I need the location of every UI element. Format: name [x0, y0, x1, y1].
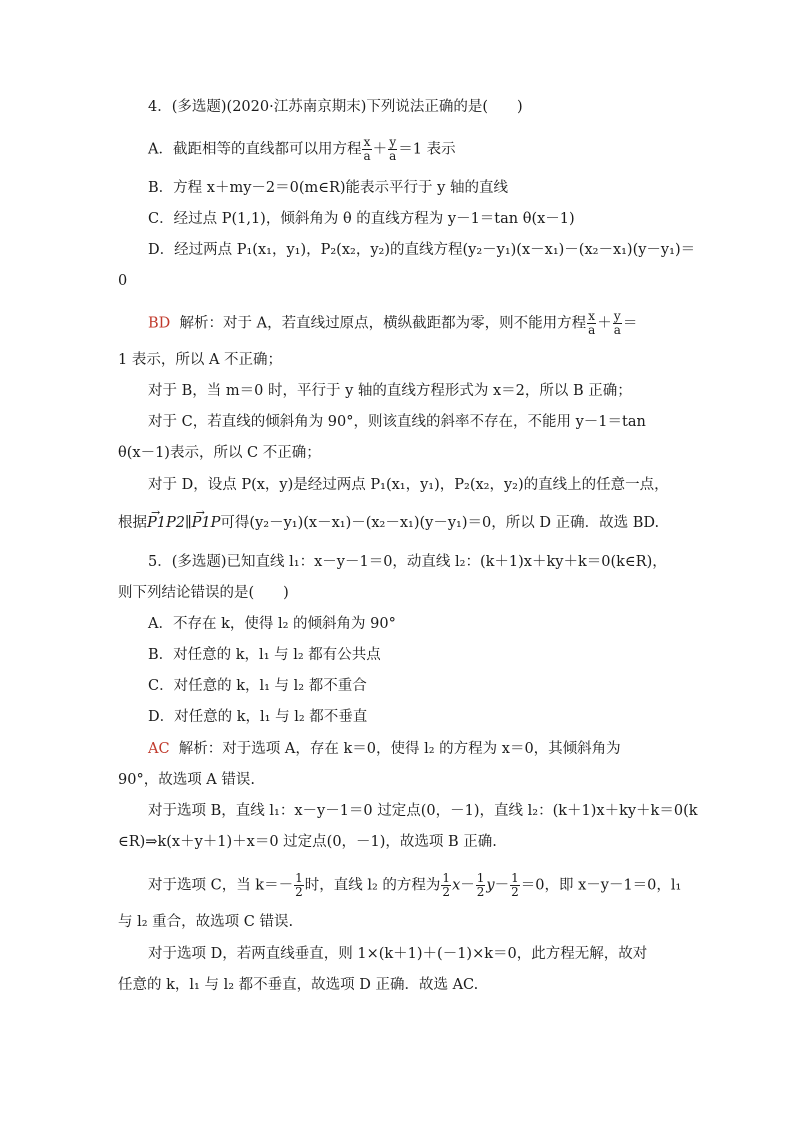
- frac-num: x: [588, 309, 596, 323]
- q4-solution-1-post: ＝: [622, 315, 638, 332]
- frac-num: 1: [295, 871, 303, 885]
- frac-num: 1: [476, 871, 485, 885]
- q5-option-c: C．对任意的 k，l₁ 与 l₂ 都不重合: [148, 678, 367, 694]
- plus-sign: ＋: [597, 315, 612, 332]
- var-y: y: [486, 877, 495, 894]
- q4-stem: 4．(多选题)(2020·江苏南京期末)下列说法正确的是( ): [148, 99, 523, 115]
- q5-solution-8: 任意的 k，l₁ 与 l₂ 都不垂直，故选项 D 正确．故选 AC.: [118, 977, 479, 993]
- q4-solution-1-pre: 解析：对于 A，若直线过原点，横纵截距都为零，则不能用方程: [179, 315, 587, 332]
- vector-p1p2: [147, 513, 185, 533]
- q4-solution-2: 1 表示，所以 A 不正确；: [118, 352, 283, 368]
- q4-solution-6: 对于 D，设点 P(x，y)是经过两点 P₁(x₁，y₁)，P₂(x₂，y₂)的直线上的任意一点，: [148, 477, 669, 493]
- fraction-x-over-a: [362, 136, 371, 163]
- q4-option-d-cont: 0: [118, 273, 128, 289]
- fraction-y-over-a: [388, 136, 397, 163]
- q5-option-d: D．对任意的 k，l₁ 与 l₂ 都不垂直: [148, 709, 368, 725]
- q5-solution-6: 与 l₂ 重合，故选项 C 错误.: [118, 914, 294, 930]
- q5-solution-1: [148, 739, 621, 759]
- fraction-one-half: [294, 872, 304, 899]
- q5-stem-1: 5．(多选题)已知直线 l₁：x－y－1＝0，动直线 l₂：(k＋1)x＋ky＋k＝0(k∈R)，: [148, 554, 667, 570]
- frac-num: y: [389, 135, 397, 149]
- q5-solution-1-text: 解析：对于选项 A，存在 k＝0，使得 l₂ 的方程为 x＝0，其倾斜角为: [178, 741, 621, 757]
- vector-label: P1P: [191, 515, 221, 531]
- vector-label: P1P2: [147, 515, 185, 531]
- frac-den: a: [588, 323, 596, 337]
- var-x: x: [452, 877, 461, 894]
- q5-solution-5-mid: 时，直线 l₂ 的方程为: [304, 877, 441, 894]
- fraction-one-half: [510, 872, 520, 899]
- q4-option-a-post: ＝1 表示: [398, 141, 456, 158]
- q4-solution-1: [148, 310, 637, 337]
- q5-solution-5-pre: 对于选项 C，当 k＝－: [148, 877, 294, 894]
- q4-option-a: [148, 136, 456, 163]
- q5-option-b: B．对任意的 k，l₁ 与 l₂ 都有公共点: [148, 647, 381, 663]
- q4-option-d: D．经过两点 P₁(x₁，y₁)，P₂(x₂，y₂)的直线方程(y₂－y₁)(x－x₁)－(x₂－x₁)(y－y₁)＝: [148, 242, 696, 258]
- q5-answer: AC: [148, 741, 170, 757]
- minus-sign: －: [460, 877, 475, 894]
- q5-stem-2: 则下列结论错误的是( ): [118, 585, 289, 601]
- fraction-one-half: [476, 872, 486, 899]
- q4-option-b: B．方程 x＋my－2＝0(m∈R)能表示平行于 y 轴的直线: [148, 180, 508, 196]
- frac-num: y: [613, 309, 621, 323]
- parallel-symbol: ∥: [184, 515, 192, 531]
- frac-den: 2: [476, 885, 485, 899]
- frac-num: 1: [511, 871, 519, 885]
- frac-den: 2: [511, 885, 519, 899]
- q4-solution-7: [118, 513, 659, 533]
- q4-answer: BD: [148, 315, 171, 332]
- frac-num: x: [363, 135, 371, 149]
- q4-solution-4: 对于 C，若直线的倾斜角为 90°，则该直线的斜率不存在，不能用 y－1＝tan: [148, 414, 646, 430]
- plus-sign: ＋: [372, 141, 388, 158]
- frac-den: a: [613, 323, 621, 337]
- frac-den: a: [389, 149, 397, 163]
- frac-den: a: [363, 149, 371, 163]
- frac-num: 1: [442, 871, 451, 885]
- q5-solution-4: ∈R)⇒k(x＋y＋1)＋x＝0 过定点(0，－1)，故选项 B 正确.: [118, 834, 497, 850]
- q4-solution-7-post: 可得(y₂－y₁)(x－x₁)－(x₂－x₁)(y－y₁)＝0，所以 D 正确．故选 BD.: [220, 515, 660, 531]
- fraction-y-over-a: [613, 310, 622, 337]
- q4-solution-3: 对于 B，当 m＝0 时，平行于 y 轴的直线方程形式为 x＝2，所以 B 正确；: [148, 383, 632, 399]
- q4-solution-5: θ(x－1)表示，所以 C 不正确；: [118, 445, 321, 461]
- frac-den: 2: [442, 885, 451, 899]
- minus-sign: －: [494, 877, 510, 894]
- q5-solution-2: 90°，故选项 A 错误.: [118, 772, 255, 788]
- q5-solution-5: [148, 872, 681, 899]
- q5-option-a: A．不存在 k，使得 l₂ 的倾斜角为 90°: [148, 616, 396, 632]
- q4-solution-7-pre: 根据: [118, 515, 147, 531]
- q4-option-a-pre: A．截距相等的直线都可以用方程: [148, 141, 362, 158]
- frac-den: 2: [295, 885, 303, 899]
- q5-solution-3: 对于选项 B，直线 l₁：x－y－1＝0 过定点(0，－1)，直线 l₂：(k＋1)x＋ky＋k＝0(k: [148, 803, 698, 819]
- q5-solution-5-post: ＝0，即 x－y－1＝0，l₁: [520, 877, 682, 894]
- q4-option-c: C．经过点 P(1,1)，倾斜角为 θ 的直线方程为 y－1＝tan θ(x－1): [148, 211, 575, 227]
- fraction-x-over-a: [587, 310, 596, 337]
- fraction-one-half: [441, 872, 451, 899]
- q5-solution-7: 对于选项 D，若两直线垂直，则 1×(k＋1)＋(－1)×k＝0，此方程无解，故对: [148, 946, 648, 962]
- vector-p1p: [192, 513, 221, 533]
